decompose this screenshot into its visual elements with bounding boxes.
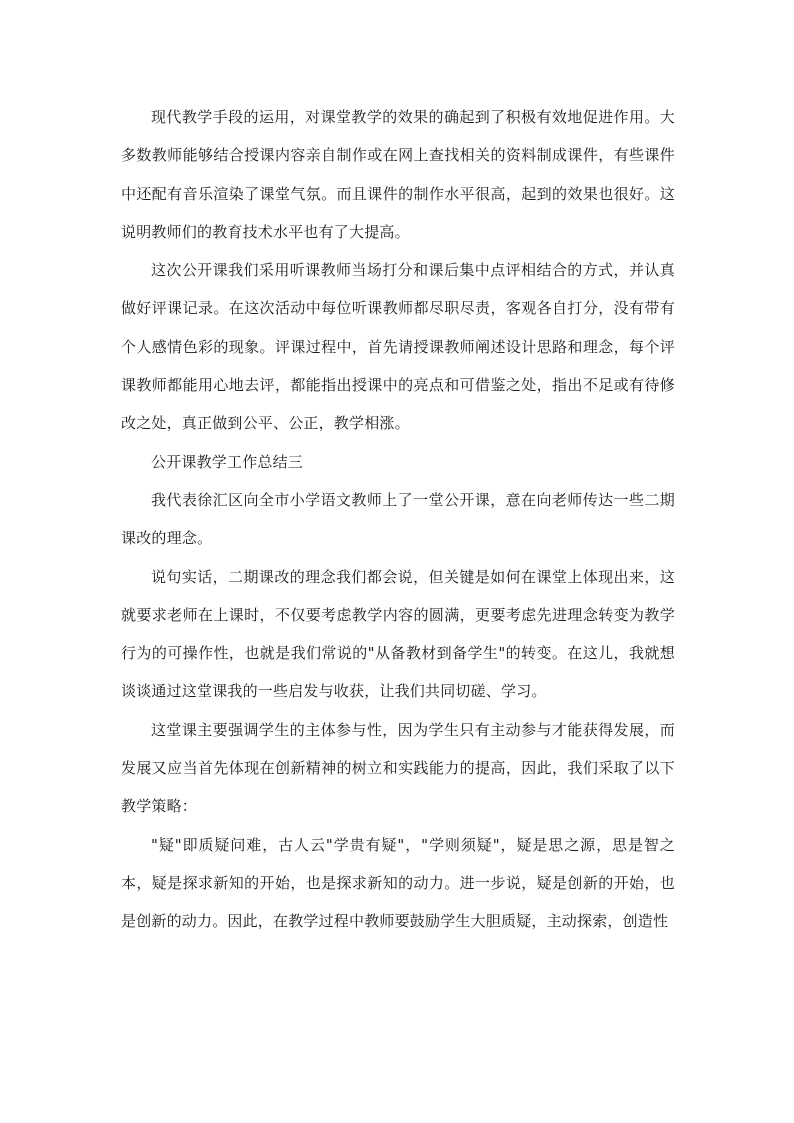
- paragraph-public-lesson-intro: 我代表徐汇区向全市小学语文教师上了一堂公开课，意在向老师传达一些二期课改的理念。: [121, 490, 675, 548]
- paragraph-multimedia-teaching: 现代教学手段的运用，对课堂教学的效果的确起到了积极有效地促进作用。大多数教师能够结合授课内容亲自制作或在网上查找相关的资料制成课件，有些课件中还配有音乐渲染了课堂气氛。而且课件的制作水平很高，起到的效果也很好。这说明教师们的教育技术水平也有了大提高。: [121, 108, 675, 241]
- document-body: [121, 98, 675, 941]
- paragraph-student-participation: 这堂课主要强调学生的主体参与性，因为学生只有主动参与才能获得发展，而发展又应当首先体现在创新精神的树立和实践能力的提高，因此，我们采取了以下教学策略：: [121, 720, 675, 816]
- section-heading: 公开课教学工作总结三: [151, 452, 304, 471]
- paragraph-reform-reflection: 说句实话，二期课改的理念我们都会说，但关键是如何在课堂上体现出来，这就要求老师在上课时，不仅要考虑教学内容的圆满，更要考虑先进理念转变为教学行为的可操作性，也就是我们常说的"从备教材到备学生"的转变。在这儿，我就想谈谈通过这堂课我的一些启发与收获，让我们共同切磋、学习。: [121, 567, 675, 701]
- paragraph-evaluation-method: 这次公开课我们采用听课教师当场打分和课后集中点评相结合的方式，并认真做好评课记录。在这次活动中每位听课教师都尽职尽责，客观各自打分，没有带有个人感情色彩的现象。评课过程中，首先请授课教师阐述设计思路和理念，每个评课教师都能用心地去评，都能指出授课中的亮点和可借鉴之处，指出不足或有待修改之处，真正做到公平、公正，教学相涨。: [121, 261, 675, 433]
- paragraph-questioning-strategy: "疑"即质疑问难，古人云"学贵有疑"，"学则须疑"，疑是思之源，思是智之本，疑是探求新知的开始，也是探求新知的动力。进一步说，疑是创新的开始，也是创新的动力。因此，在教学过程中教师要鼓励学生大胆质疑，主动探索，创造性: [121, 835, 675, 931]
